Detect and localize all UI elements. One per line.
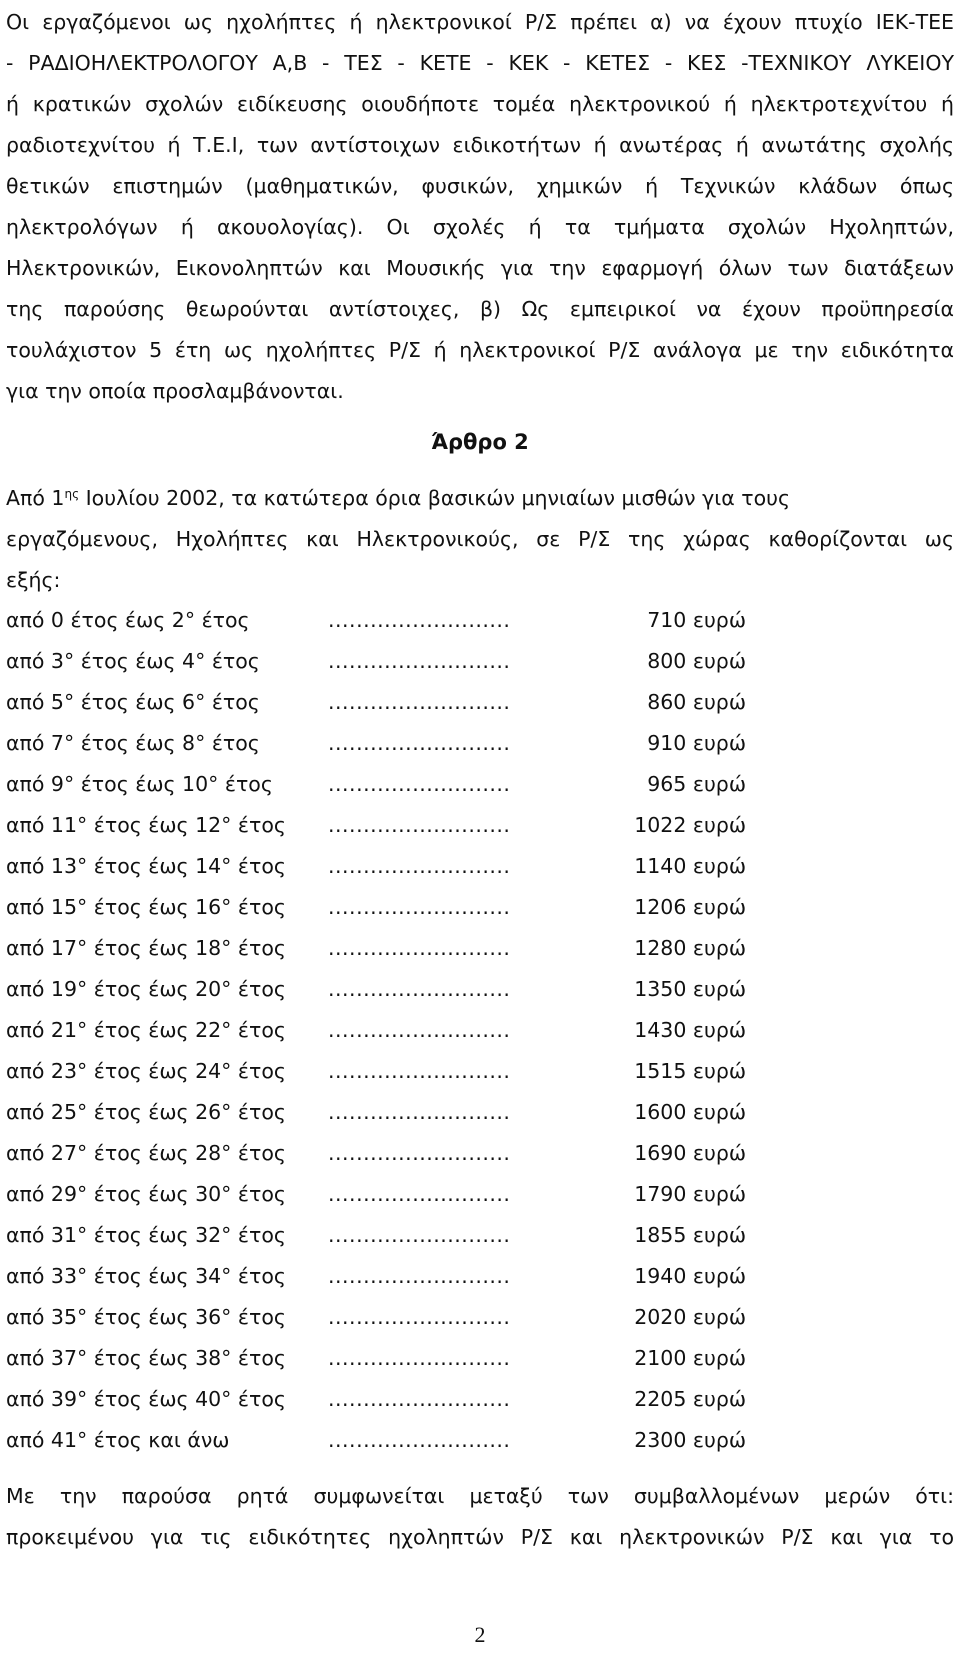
- leader-dots: ..........................: [328, 936, 511, 960]
- leader-dots: ..........................: [328, 1428, 511, 1452]
- leader-dots: ..........................: [328, 1182, 511, 1206]
- leader-dots: ..........................: [328, 608, 511, 632]
- leader-dots: ..........................: [328, 1223, 511, 1247]
- leader-dots: ..........................: [328, 1100, 511, 1124]
- rate-amount: 1515 ευρώ: [634, 1059, 746, 1083]
- rate-range: από 31° έτος έως 32° έτος: [6, 1223, 286, 1247]
- rate-row: [6, 928, 746, 969]
- rate-amount: 2300 ευρώ: [634, 1428, 746, 1452]
- rate-row: [6, 723, 746, 764]
- leader-dots: ..........................: [328, 1387, 511, 1411]
- rate-amount: 1022 ευρώ: [634, 813, 746, 837]
- salary-rates-list: [6, 600, 746, 1461]
- article-date-rest: Ιουλίου 2002, τα κατώτερα όρια βασικών μηνιαίων μισθών για τους: [79, 486, 791, 510]
- rate-amount: 2100 ευρώ: [634, 1346, 746, 1370]
- rate-row: [6, 805, 746, 846]
- intro-line: - ΡΑΔΙΟΗΛΕΚΤΡΟΛΟΓΟΥ Α,Β - ΤΕΣ - ΚΕΤΕ - ΚΕΚ - ΚΕΤΕΣ - ΚΕΣ -ΤΕΧΝΙΚΟΥ ΛΥΚΕΙΟΥ: [6, 51, 954, 75]
- rate-row: [6, 969, 746, 1010]
- leader-dots: ..........................: [328, 731, 511, 755]
- rate-row: [6, 1379, 746, 1420]
- closing-line: Με την παρούσα ρητά συμφωνείται μεταξύ των συμβαλλομένων μερών ότι:: [6, 1484, 954, 1508]
- article-line-3: εξής:: [6, 568, 61, 592]
- leader-dots: ..........................: [328, 895, 511, 919]
- rate-row: [6, 887, 746, 928]
- rate-range: από 35° έτος έως 36° έτος: [6, 1305, 286, 1329]
- rate-range: από 33° έτος έως 34° έτος: [6, 1264, 286, 1288]
- leader-dots: ..........................: [328, 1018, 511, 1042]
- leader-dots: ..........................: [328, 1059, 511, 1083]
- rate-amount: 800 ευρώ: [647, 649, 746, 673]
- rate-row: [6, 1092, 746, 1133]
- leader-dots: ..........................: [328, 649, 511, 673]
- leader-dots: ..........................: [328, 977, 511, 1001]
- leader-dots: ..........................: [328, 1305, 511, 1329]
- rate-amount: 1206 ευρώ: [634, 895, 746, 919]
- rate-amount: 1940 ευρώ: [634, 1264, 746, 1288]
- rate-amount: 1790 ευρώ: [634, 1182, 746, 1206]
- rate-amount: 860 ευρώ: [647, 690, 746, 714]
- leader-dots: ..........................: [328, 1141, 511, 1165]
- article-line-2: εργαζόμενους, Ηχολήπτες και Ηλεκτρονικούς, σε Ρ/Σ της χώρας καθορίζονται ως: [6, 527, 954, 551]
- closing-line: προκειμένου για τις ειδικότητες ηχοληπτών Ρ/Σ και ηλεκτρονικών Ρ/Σ και για το: [6, 1525, 954, 1549]
- rate-range: από 25° έτος έως 26° έτος: [6, 1100, 286, 1124]
- intro-line: Οι εργαζόμενοι ως ηχολήπτες ή ηλεκτρονικοί Ρ/Σ πρέπει α) να έχουν πτυχίο ΙΕΚ-ΤΕΕ: [6, 10, 954, 34]
- rate-range: από 0 έτος έως 2° έτος: [6, 608, 250, 632]
- intro-line: της παρούσης θεωρούνται αντίστοιχες, β) Ως εμπειρικοί να έχουν προϋπηρεσία: [6, 297, 954, 321]
- rate-amount: 1350 ευρώ: [634, 977, 746, 1001]
- rate-row: [6, 1256, 746, 1297]
- rate-range: από 17° έτος έως 18° έτος: [6, 936, 286, 960]
- rate-range: από 19° έτος έως 20° έτος: [6, 977, 286, 1001]
- rate-range: από 7° έτος έως 8° έτος: [6, 731, 260, 755]
- intro-line: ηλεκτρολόγων ή ακουολογίας). Οι σχολές ή τα τμήματα σχολών Ηχοληπτών,: [6, 215, 954, 239]
- rate-range: από 9° έτος έως 10° έτος: [6, 772, 273, 796]
- rate-row: [6, 1215, 746, 1256]
- rate-row: [6, 1297, 746, 1338]
- rate-range: από 3° έτος έως 4° έτος: [6, 649, 260, 673]
- rate-row: [6, 1133, 746, 1174]
- article-date-start: Από 1: [6, 486, 65, 510]
- rate-range: από 37° έτος έως 38° έτος: [6, 1346, 286, 1370]
- rate-range: από 23° έτος έως 24° έτος: [6, 1059, 286, 1083]
- rate-range: από 29° έτος έως 30° έτος: [6, 1182, 286, 1206]
- leader-dots: ..........................: [328, 1346, 511, 1370]
- intro-line: για την οποία προσλαμβάνονται.: [6, 379, 344, 403]
- rate-amount: 910 ευρώ: [647, 731, 746, 755]
- rate-amount: 710 ευρώ: [647, 608, 746, 632]
- rate-amount: 1430 ευρώ: [634, 1018, 746, 1042]
- intro-line: ραδιοτεχνίτου ή Τ.Ε.Ι, των αντίστοιχων ειδικοτήτων ή ανωτέρας ή ανωτάτης σχολής: [6, 133, 954, 157]
- rate-amount: 965 ευρώ: [647, 772, 746, 796]
- leader-dots: ..........................: [328, 772, 511, 796]
- rate-range: από 39° έτος έως 40° έτος: [6, 1387, 286, 1411]
- leader-dots: ..........................: [328, 854, 511, 878]
- rate-row: [6, 1338, 746, 1379]
- rate-amount: 1140 ευρώ: [634, 854, 746, 878]
- rate-range: από 21° έτος έως 22° έτος: [6, 1018, 286, 1042]
- rate-row: [6, 682, 746, 723]
- rate-amount: 1855 ευρώ: [634, 1223, 746, 1247]
- rate-range: από 27° έτος έως 28° έτος: [6, 1141, 286, 1165]
- intro-line: ή κρατικών σχολών ειδίκευσης οιουδήποτε τομέα ηλεκτρονικού ή ηλεκτροτεχνίτου ή: [6, 92, 954, 116]
- intro-paragraph: [6, 2, 954, 412]
- leader-dots: ..........................: [328, 1264, 511, 1288]
- rate-row: [6, 764, 746, 805]
- rate-amount: 1600 ευρώ: [634, 1100, 746, 1124]
- rate-range: από 5° έτος έως 6° έτος: [6, 690, 260, 714]
- rate-range: από 13° έτος έως 14° έτος: [6, 854, 286, 878]
- closing-paragraph: [6, 1476, 954, 1558]
- rate-amount: 2020 ευρώ: [634, 1305, 746, 1329]
- rate-range: από 15° έτος έως 16° έτος: [6, 895, 286, 919]
- leader-dots: ..........................: [328, 813, 511, 837]
- rate-range: από 11° έτος έως 12° έτος: [6, 813, 286, 837]
- rate-row: [6, 600, 746, 641]
- rate-row: [6, 1174, 746, 1215]
- rate-amount: 1690 ευρώ: [634, 1141, 746, 1165]
- rate-amount: 2205 ευρώ: [634, 1387, 746, 1411]
- rate-row: [6, 1051, 746, 1092]
- rate-row: [6, 846, 746, 887]
- intro-line: Ηλεκτρονικών, Εικονοληπτών και Μουσικής για την εφαρμογή όλων των διατάξεων: [6, 256, 954, 280]
- article-line-1: [6, 478, 954, 519]
- article-paragraph: [6, 478, 954, 601]
- article-heading: Άρθρο 2: [431, 430, 529, 454]
- rate-amount: 1280 ευρώ: [634, 936, 746, 960]
- rate-row: [6, 641, 746, 682]
- page-number: 2: [474, 1622, 486, 1647]
- intro-line: θετικών επιστημών (μαθηματικών, φυσικών, χημικών ή Τεχνικών κλάδων όπως: [6, 174, 954, 198]
- rate-row: [6, 1010, 746, 1051]
- ordinal-suffix: ης: [64, 487, 80, 501]
- rate-row: [6, 1420, 746, 1461]
- rate-range: από 41° έτος και άνω: [6, 1428, 230, 1452]
- leader-dots: ..........................: [328, 690, 511, 714]
- intro-line: τουλάχιστον 5 έτη ως ηχολήπτες Ρ/Σ ή ηλεκτρονικοί Ρ/Σ ανάλογα με την ειδικότητα: [6, 338, 954, 362]
